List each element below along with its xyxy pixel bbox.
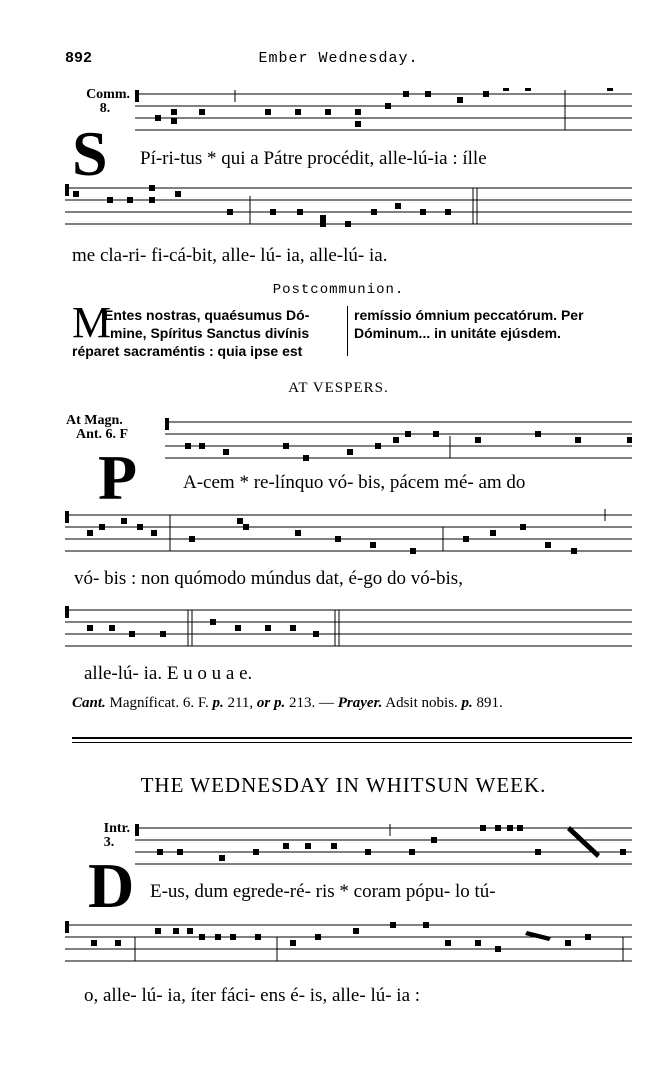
communion-label-line2: 8. (99, 101, 111, 116)
vespers-label-line1: At Magn. (66, 413, 123, 428)
canticle-reference (72, 695, 503, 712)
cant-text-1: Magníficat. 6. F. (105, 695, 213, 711)
communion-label-line1: Comm. (86, 87, 130, 102)
vespers-label-line2: Ant. 6. F (76, 427, 129, 442)
section-title: THE WEDNESDAY IN WHITSUN WEEK. (140, 773, 547, 797)
communion-lyrics-1: Pí-ri-tus * qui a Pátre procédit, alle-lú-ia : ílle (140, 148, 487, 169)
introit-label (70, 822, 130, 850)
chant-staff-graphic (165, 416, 632, 464)
vespers-label (66, 414, 160, 442)
communion-label (62, 88, 130, 116)
postcommunion-col1-line3: réparet sacraméntis : quia ipse est (72, 343, 303, 359)
introit-lyrics-1: E-us, dum egrede-ré- ris * coram pópu- lo tú- (150, 881, 496, 902)
cant-text-3: 213. — (285, 695, 338, 711)
section-divider-thin (72, 742, 632, 743)
vespers-lyrics-3: alle-lú- ia. E u o u a e. (84, 663, 253, 684)
communion-staff-1 (135, 88, 632, 134)
chant-staff-graphic (65, 507, 632, 565)
communion-staff-2 (65, 180, 632, 236)
cant-text-2: 211, (223, 695, 257, 711)
introit-staff-2 (65, 917, 632, 969)
introit-staff-1 (135, 822, 632, 868)
communion-lyrics-2: me cla-ri- fi-cá-bit, alle- lú- ia, alle-lú- ia. (72, 245, 388, 266)
cant-text-5: 891. (472, 695, 503, 711)
vespers-lyrics-1: A-cem * re-línquo vó- bis, pácem mé- am do (183, 472, 526, 493)
cant-italic-2: p. (212, 695, 224, 711)
introit-label-line2: 3. (103, 835, 115, 850)
running-title: Ember Wednesday. (258, 50, 419, 67)
postcommunion-col1-line2: mine, Spíritus Sanctus divínis (110, 325, 310, 341)
cant-italic-4: Prayer. (337, 695, 383, 711)
postcommunion-col2-line1: remíssio ómnium peccatórum. Per (354, 307, 584, 323)
vespers-lyrics-2: vó- bis : non quómodo múndus dat, é-go do vó-bis, (74, 568, 463, 589)
chant-staff-graphic (65, 917, 632, 969)
introit-lyrics-2: o, alle- lú- ia, íter fáci- ens é- is, alle- lú- ia : (84, 985, 421, 1006)
cant-italic-3: or p. (256, 695, 286, 711)
section-divider-thick (72, 737, 632, 739)
communion-initial: S (72, 118, 108, 189)
chant-staff-graphic (65, 604, 632, 650)
postcommunion-col2-line2: Dóminum... in unitáte ejúsdem. (354, 325, 561, 341)
chant-staff-graphic (135, 88, 632, 134)
cant-text-4: Adsit nobis. (382, 695, 462, 711)
page-number: 892 (65, 50, 93, 67)
vespers-initial: P (98, 442, 138, 513)
vespers-staff-1 (165, 416, 632, 464)
postcommunion-col1-line1: Entes nostras, quaésumus Dó- (104, 307, 310, 323)
chant-staff-graphic (65, 180, 632, 236)
introit-initial: D (88, 850, 135, 921)
postcommunion-initial: M (72, 298, 112, 347)
cant-italic-1: Cant. (72, 695, 106, 711)
cant-italic-5: p. (461, 695, 473, 711)
column-divider (347, 306, 348, 356)
vespers-staff-2 (65, 507, 632, 565)
introit-label-line1: Intr. (103, 821, 130, 836)
vespers-staff-3 (65, 604, 632, 650)
vespers-heading: AT VESPERS. (288, 380, 389, 396)
chant-staff-graphic (135, 822, 632, 868)
postcommunion-heading: Postcommunion. (272, 282, 405, 298)
